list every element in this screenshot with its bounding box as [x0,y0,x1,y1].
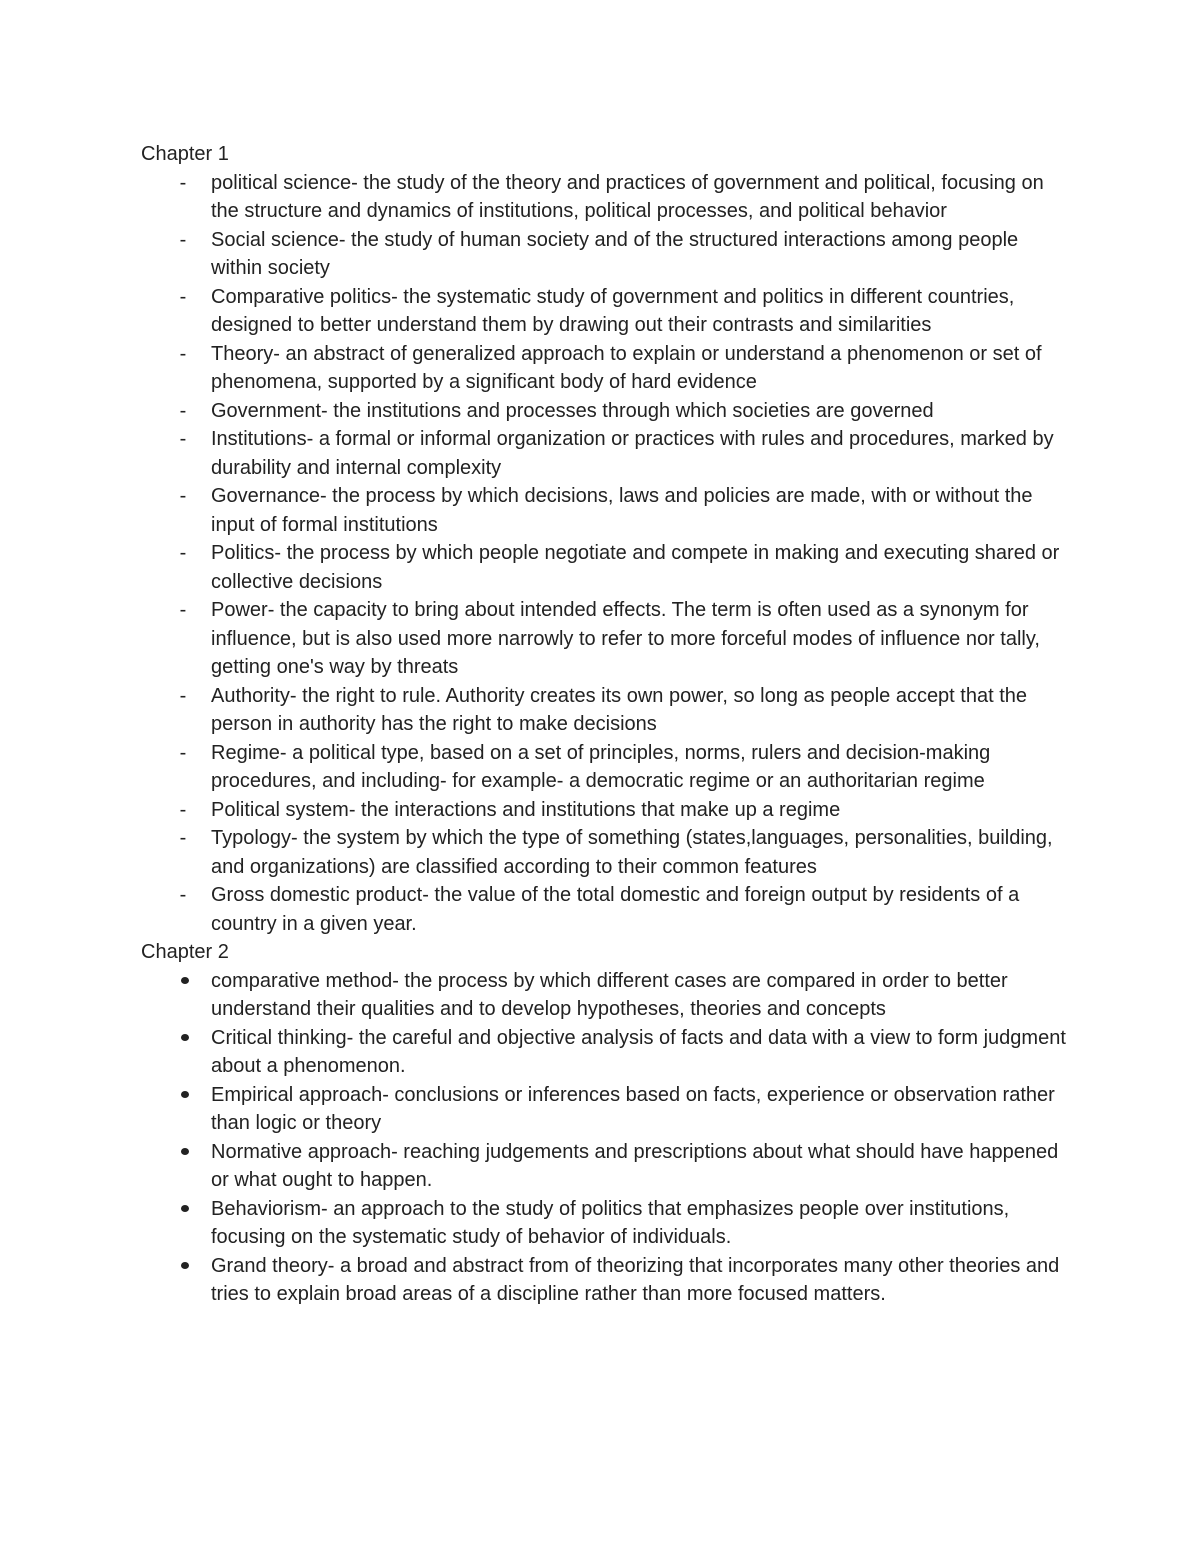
list-item [141,967,1071,1024]
term-definition: comparative method- the process by which different cases are compared in order to better understand their qualities and to develop hypotheses, theories and concepts [211,969,1008,1020]
bullet-dot-icon [181,1034,189,1041]
chapter-1-heading: Chapter 1 [141,143,229,165]
list-item [141,425,1071,482]
dash-marker: - [179,542,187,564]
term-definition: Authority- the right to rule. Authority creates its own power, so long as people accept that the person in authority has the right to make decisions [211,684,1028,735]
term-definition: Normative approach- reaching judgements and prescriptions about what should have happened or what ought to happen. [211,1140,1059,1191]
term-definition: Grand theory- a broad and abstract from of theorizing that incorporates many other theories and tries to explain broad areas of a discipline rather than more focused matters. [211,1254,1060,1305]
list-item [141,1024,1071,1081]
term-definition: Empirical approach- conclusions or inferences based on facts, experience or observation rather than logic or theory [211,1083,1055,1134]
term-definition: Political system- the interactions and institutions that make up a regime [211,798,841,821]
bullet-icon [177,1024,193,1053]
chapter-1-term-list [141,169,1071,939]
dash-marker: - [179,485,187,507]
list-item [141,824,1071,881]
list-item [141,1081,1071,1138]
bullet-icon [177,1195,193,1224]
list-item [141,881,1071,938]
dash-marker: - [179,285,187,308]
list-item [141,682,1071,739]
list-item [141,340,1071,397]
bullet-dot-icon [181,1205,189,1212]
dash-marker: - [179,399,187,422]
list-item [141,596,1071,682]
bullet-dot-icon [181,1091,189,1098]
dash-marker: - [179,228,187,251]
term-definition: Power- the capacity to bring about intended effects. The term is often used as a synonym for influence, but is also used more narrowly to refer to more forceful modes of influence nor tally, getting one's way by threats [211,599,1040,678]
dash-marker: - [179,171,187,194]
bullet-dot-icon [181,977,189,984]
bullet-dot-icon [181,1148,189,1155]
list-item [141,482,1071,539]
chapter-2-term-list [141,967,1071,1309]
dash-marker: - [179,342,187,365]
chapter-2-heading: Chapter 2 [141,941,229,963]
bullet-icon [177,1138,193,1167]
dash-marker: - [179,827,187,849]
list-item [141,539,1071,596]
bullet-icon [177,1081,193,1110]
dash-marker: - [179,428,187,450]
dash-marker: - [179,684,187,707]
term-definition: Politics- the process by which people negotiate and compete in making and executing shared or collective decisions [211,542,1060,593]
list-item [141,283,1071,340]
dash-marker: - [179,798,187,821]
bullet-icon [177,967,193,996]
term-definition: Comparative politics- the systematic study of government and politics in different countries, designed to better understand them by drawing out their contrasts and similarities [211,285,1015,336]
bullet-icon [177,1252,193,1281]
list-item [141,397,1071,426]
dash-marker: - [179,599,187,621]
term-definition: political science- the study of the theory and practices of government and political, focusing on the structure and dynamics of institutions, political processes, and political behavior [211,171,1044,222]
list-item [141,1195,1071,1252]
term-definition: Typology- the system by which the type of something (states,languages, personalities, building, and organizations) are classified according to their common features [211,827,1053,878]
dash-marker: - [179,884,187,906]
term-definition: Governance- the process by which decisions, laws and policies are made, with or without the input of formal institutions [211,485,1033,536]
term-definition: Theory- an abstract of generalized approach to explain or understand a phenomenon or set of phenomena, supported by a significant body of hard evidence [211,342,1042,393]
term-definition: Critical thinking- the careful and objective analysis of facts and data with a view to form judgment about a phenomenon. [211,1026,1066,1077]
bullet-dot-icon [181,1262,189,1269]
list-item [141,796,1071,825]
document-page [141,140,1071,1309]
term-definition: Gross domestic product- the value of the total domestic and foreign output by residents of a country in a given year. [211,884,1020,935]
term-definition: Regime- a political type, based on a set of principles, norms, rulers and decision-making procedures, and including- for example- a democratic regime or an authoritarian regime [211,741,991,792]
term-definition: Social science- the study of human society and of the structured interactions among people within society [211,228,1019,279]
list-item [141,1138,1071,1195]
term-definition: Government- the institutions and processes through which societies are governed [211,399,934,422]
list-item [141,226,1071,283]
term-definition: Behaviorism- an approach to the study of politics that emphasizes people over institutions, focusing on the systematic study of behavior of individuals. [211,1197,1010,1248]
list-item [141,169,1071,226]
dash-marker: - [179,741,187,764]
list-item [141,1252,1071,1309]
term-definition: Institutions- a formal or informal organization or practices with rules and procedures, marked by durability and internal complexity [211,428,1054,479]
list-item [141,739,1071,796]
